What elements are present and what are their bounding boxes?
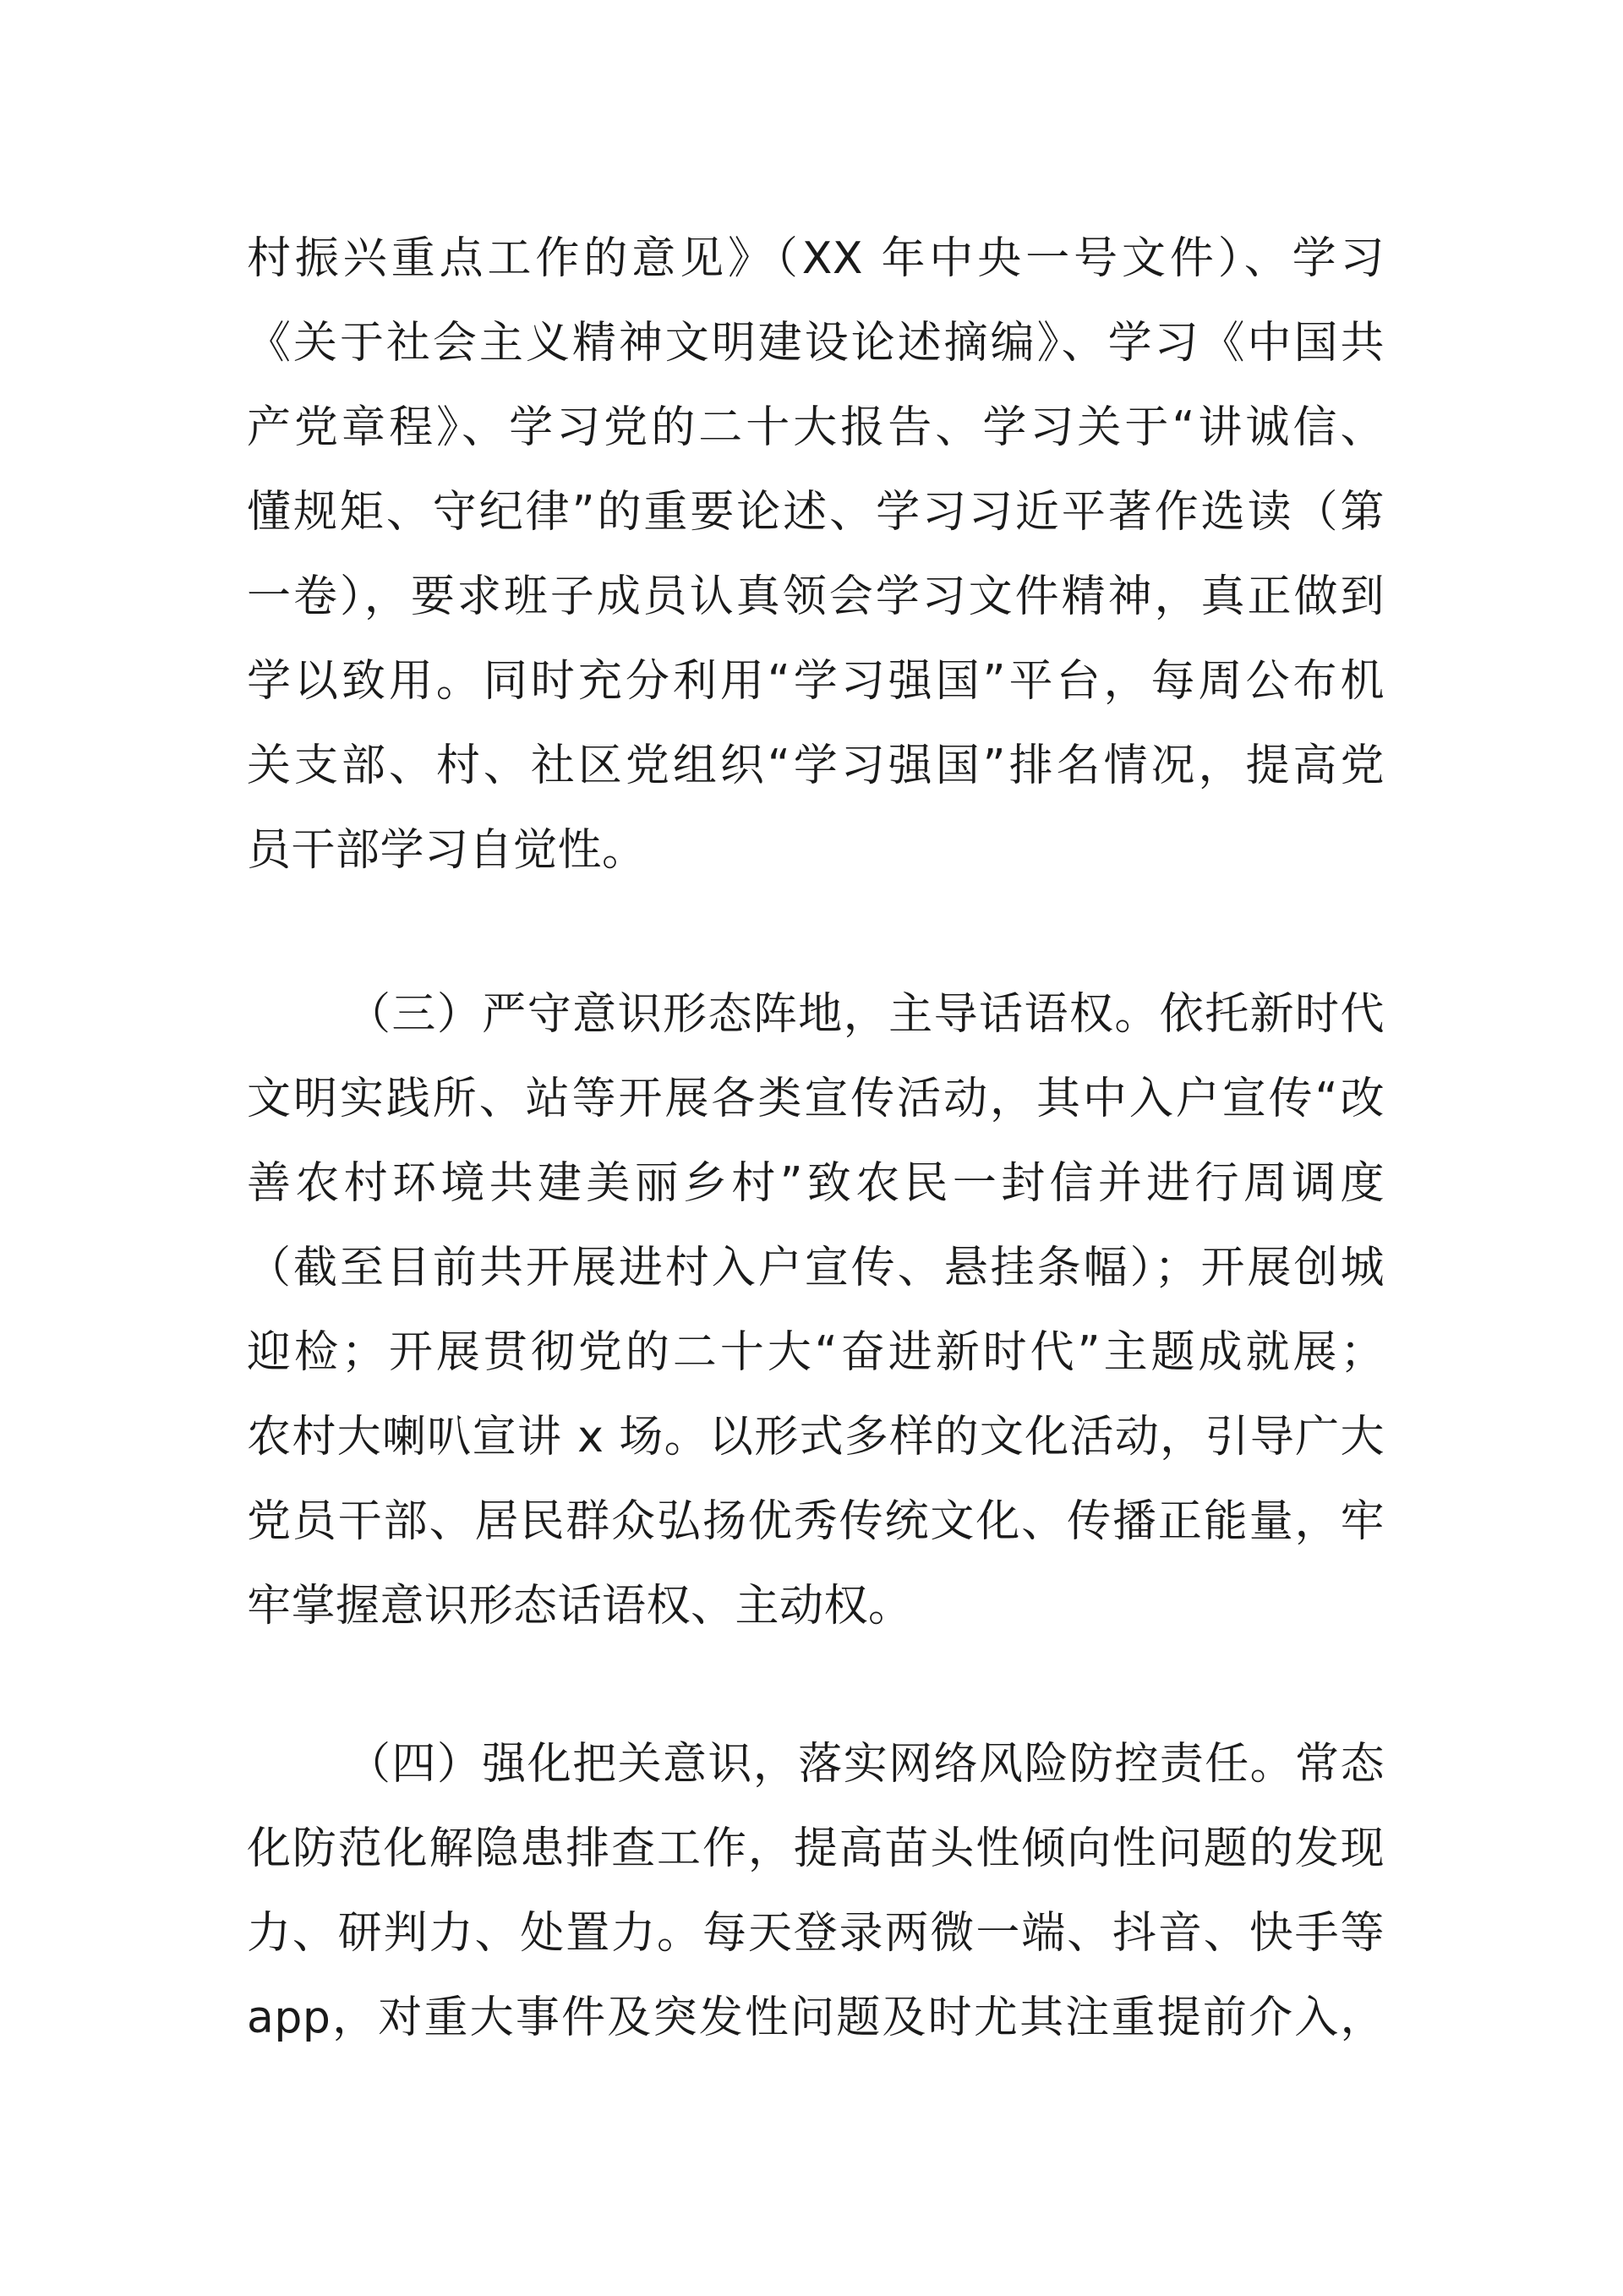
text-line: 村振兴重点工作的意见》（XX 年中央一号文件）、学习 <box>247 233 1385 284</box>
paragraph-study-arrangements <box>247 216 1385 893</box>
text-line: 《关于社会主义精神文明建设论述摘编》、学习《中国共 <box>247 318 1385 369</box>
text-line: 力、研判力、处置力。每天登录两微一端、抖音、快手等 <box>247 1908 1385 1959</box>
text-line: 化防范化解隐患排查工作，提高苗头性倾向性问题的发现 <box>247 1823 1385 1874</box>
text-line: 善农村环境共建美丽乡村”致农民一封信并进行周调度 <box>247 1158 1385 1209</box>
text-line: 农村大喇叭宣讲 x 场。以形式多样的文化活动，引导广大 <box>247 1412 1385 1462</box>
text-line: 文明实践所、站等开展各类宣传活动，其中入户宣传“改 <box>247 1074 1385 1124</box>
section-heading-line: （三）严守意识形态阵地，主导话语权。依托新时代 <box>347 989 1385 1040</box>
text-line: app，对重大事件及突发性问题及时尤其注重提前介入， <box>247 1993 1385 2043</box>
section-heading-line: （四）强化把关意识，落实网络风险防控责任。常态 <box>347 1739 1385 1790</box>
paragraph-ideology-front <box>247 972 1385 1648</box>
text-line: 一卷），要求班子成员认真领会学习文件精神，真正做到 <box>247 571 1385 622</box>
text-line: 牢掌握意识形态话语权、主动权。 <box>247 1581 913 1632</box>
text-line: （截至目前共开展进村入户宣传、悬挂条幅）；开展创城 <box>247 1243 1385 1293</box>
text-line: 学以致用。同时充分利用“学习强国”平台，每周公布机 <box>247 656 1385 707</box>
text-line: 党员干部、居民群众弘扬优秀传统文化、传播正能量，牢 <box>247 1496 1385 1547</box>
text-line: 员干部学习自觉性。 <box>247 825 647 876</box>
paragraph-network-risk <box>247 1722 1385 2060</box>
text-line: 懂规矩、守纪律”的重要论述、学习习近平著作选读（第 <box>247 487 1385 538</box>
text-line: 关支部、村、社区党组织“学习强国”排名情况，提高党 <box>247 741 1385 791</box>
text-line: 产党章程》、学习党的二十大报告、学习关于“讲诚信、 <box>247 402 1385 453</box>
text-line: 迎检；开展贯彻党的二十大“奋进新时代”主题成就展； <box>247 1327 1385 1378</box>
